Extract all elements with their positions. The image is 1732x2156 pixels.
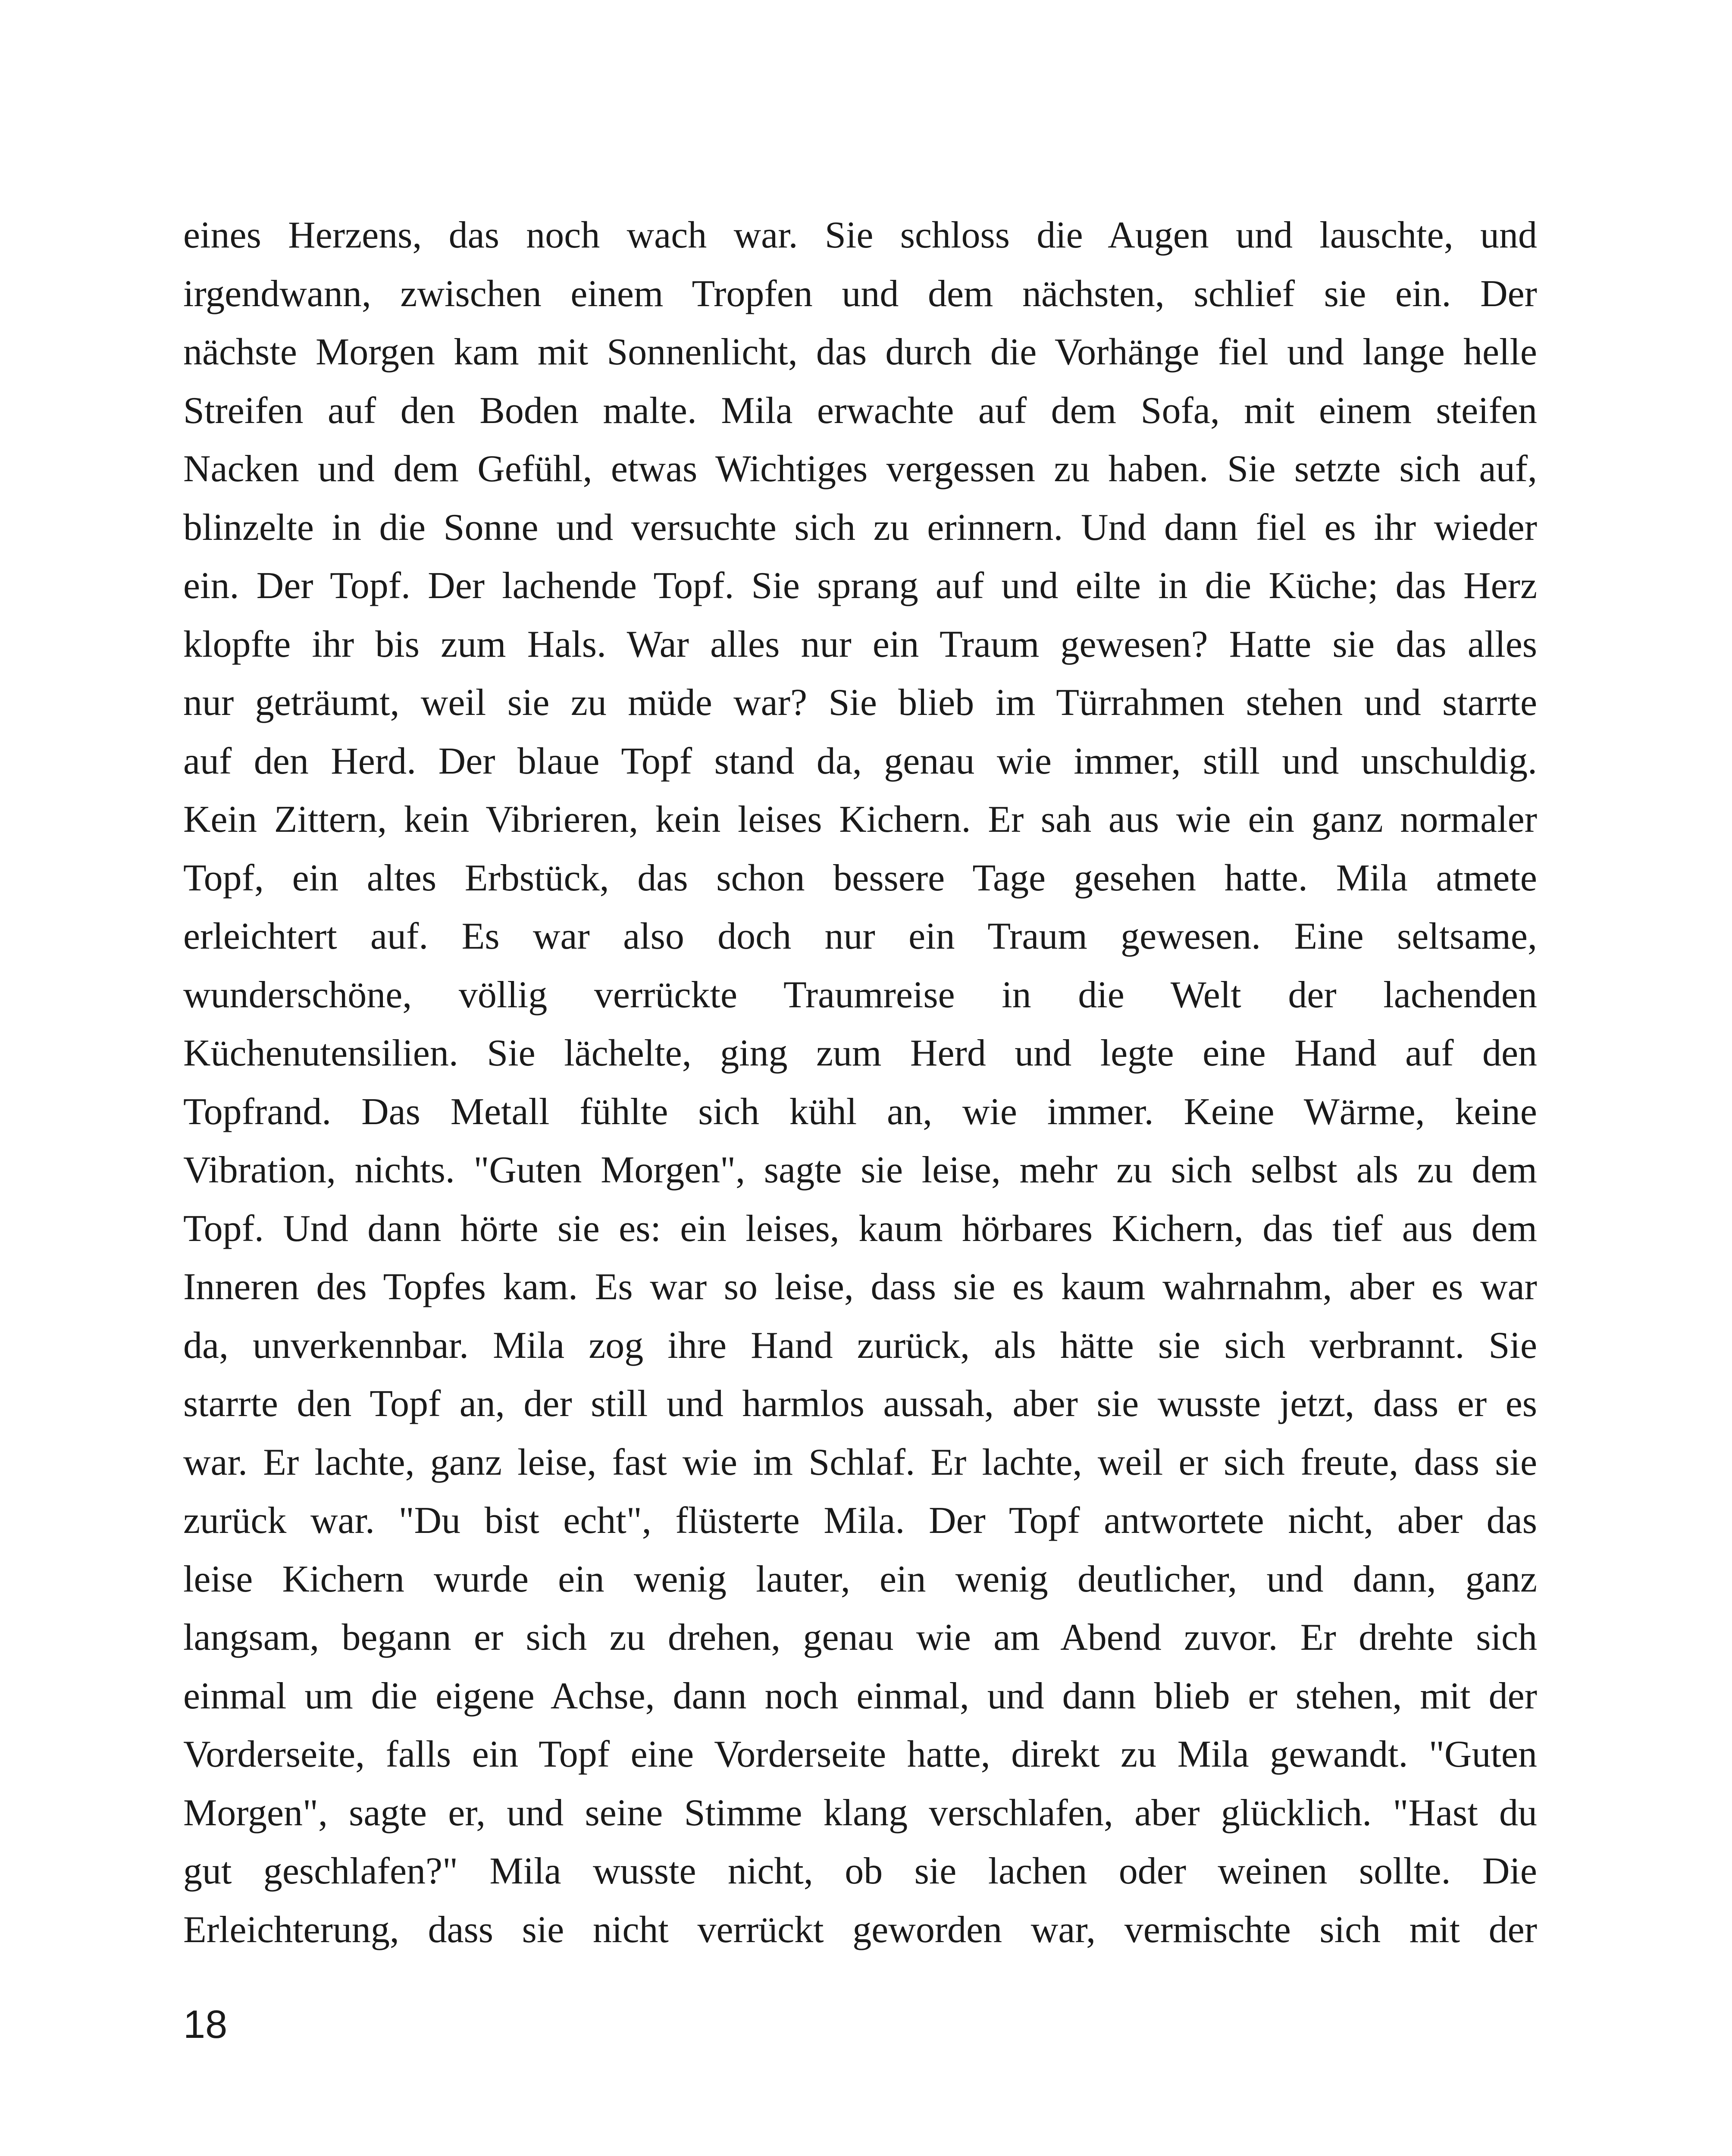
body-text [183, 206, 1537, 1959]
text-line: Inneren des Topfes kam. Es war so leise, dass sie es kaum wahrnahm, aber es war [183, 1266, 1537, 1308]
text-line: Kein Zittern, kein Vibrieren, kein leises Kichern. Er sah aus wie ein ganz normaler [183, 799, 1537, 840]
text-line: auf den Herd. Der blaue Topf stand da, genau wie immer, still und unschuldig. [183, 740, 1537, 782]
text-line: Topf. Und dann hörte sie es: ein leises, kaum hörbares Kichern, das tief aus dem [183, 1207, 1537, 1250]
text-line: gut geschlafen?" Mila wusste nicht, ob sie lachen oder weinen sollte. Die [183, 1850, 1537, 1892]
page-number: 18 [183, 2002, 228, 2046]
text-line: eines Herzens, das noch wach war. Sie schloss die Augen und lauschte, und [183, 214, 1537, 256]
text-line: Erleichterung, dass sie nicht verrückt geworden war, vermischte sich mit der [183, 1908, 1537, 1951]
text-line: nächste Morgen kam mit Sonnenlicht, das durch die Vorhänge fiel und lange helle [183, 331, 1537, 373]
text-line: blinzelte in die Sonne und versuchte sich zu erinnern. Und dann fiel es ihr wieder [183, 506, 1537, 548]
text-line: war. Er lachte, ganz leise, fast wie im Schlaf. Er lachte, weil er sich freute, dass sie [183, 1441, 1537, 1483]
text-line: nur geträumt, weil sie zu müde war? Sie blieb im Türrahmen stehen und starrte [183, 682, 1537, 724]
text-line: wunderschöne, völlig verrückte Traumreise in die Welt der lachenden [183, 974, 1537, 1016]
text-line: starrte den Topf an, der still und harmlos aussah, aber sie wusste jetzt, dass er es [183, 1383, 1537, 1425]
text-line: irgendwann, zwischen einem Tropfen und dem nächsten, schlief sie ein. Der [183, 273, 1537, 315]
text-line: Vibration, nichts. "Guten Morgen", sagte sie leise, mehr zu sich selbst als zu dem [183, 1149, 1537, 1191]
text-line: leise Kichern wurde ein wenig lauter, ein wenig deutlicher, und dann, ganz [183, 1558, 1537, 1600]
text-line: Vorderseite, falls ein Topf eine Vorderseite hatte, direkt zu Mila gewandt. "Guten [183, 1733, 1537, 1775]
text-line: da, unverkennbar. Mila zog ihre Hand zurück, als hätte sie sich verbrannt. Sie [183, 1324, 1537, 1366]
text-line: einmal um die eigene Achse, dann noch einmal, und dann blieb er stehen, mit der [183, 1675, 1537, 1717]
text-line: Nacken und dem Gefühl, etwas Wichtiges vergessen zu haben. Sie setzte sich auf, [183, 448, 1537, 490]
text-line: zurück war. "Du bist echt", flüsterte Mila. Der Topf antwortete nicht, aber das [183, 1500, 1537, 1542]
text-line: Topf, ein altes Erbstück, das schon bessere Tage gesehen hatte. Mila atmete [183, 857, 1537, 899]
text-line: klopfte ihr bis zum Hals. War alles nur ein Traum gewesen? Hatte sie das alles [183, 623, 1537, 665]
text-line: Topfrand. Das Metall fühlte sich kühl an, wie immer. Keine Wärme, keine [183, 1091, 1537, 1133]
text-line: erleichtert auf. Es war also doch nur ein Traum gewesen. Eine seltsame, [183, 915, 1537, 957]
text-line: ein. Der Topf. Der lachende Topf. Sie sprang auf und eilte in die Küche; das Herz [183, 565, 1537, 607]
text-line: langsam, begann er sich zu drehen, genau wie am Abend zuvor. Er drehte sich [183, 1617, 1537, 1658]
text-line: Streifen auf den Boden malte. Mila erwachte auf dem Sofa, mit einem steifen [183, 389, 1537, 432]
text-line: Morgen", sagte er, und seine Stimme klang verschlafen, aber glücklich. "Hast du [183, 1792, 1537, 1834]
text-line: Küchenutensilien. Sie lächelte, ging zum Herd und legte eine Hand auf den [183, 1032, 1537, 1074]
